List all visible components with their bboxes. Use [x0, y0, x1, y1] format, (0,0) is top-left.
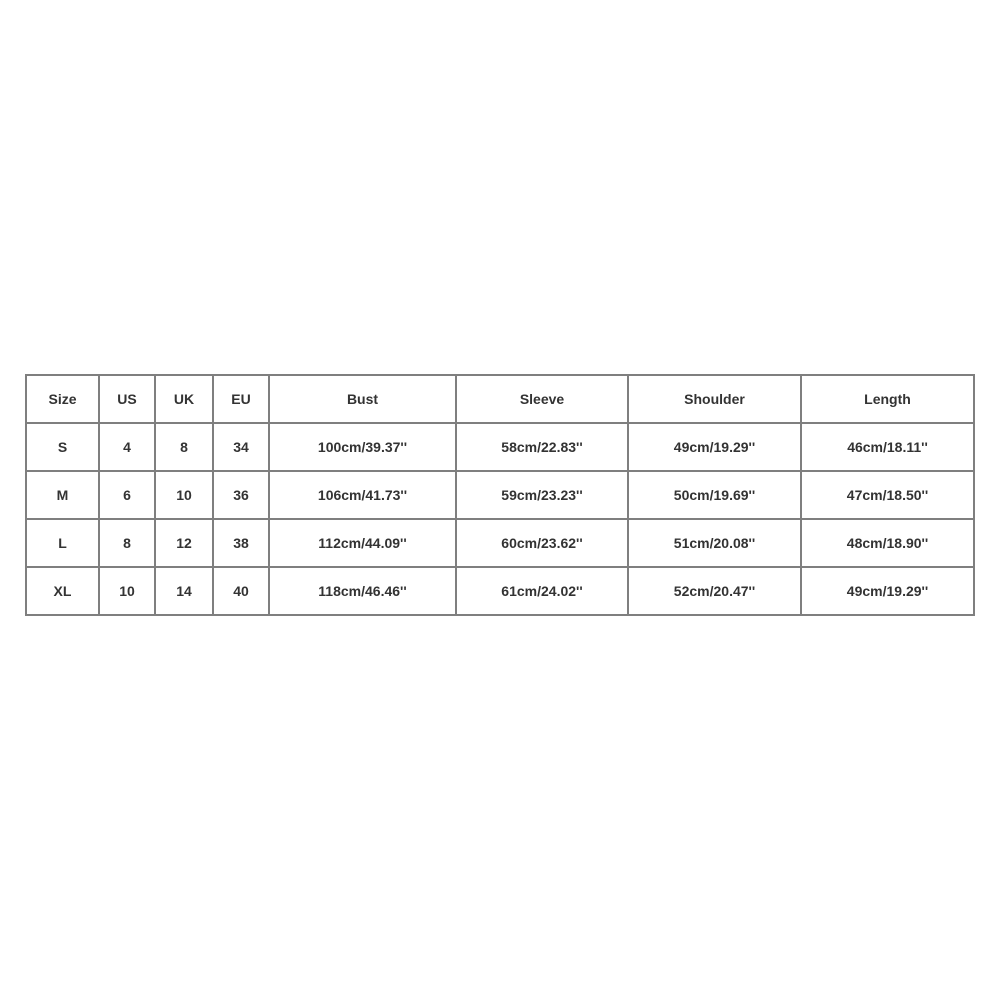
cell-bust: 106cm/41.73'' — [269, 471, 456, 519]
cell-us: 8 — [99, 519, 155, 567]
header-row — [26, 375, 974, 423]
cell-eu: 40 — [213, 567, 269, 615]
header-size: Size — [26, 375, 99, 423]
header-uk: UK — [155, 375, 213, 423]
cell-uk: 8 — [155, 423, 213, 471]
header-us: US — [99, 375, 155, 423]
header-shoulder: Shoulder — [628, 375, 801, 423]
cell-size: L — [26, 519, 99, 567]
cell-shoulder: 49cm/19.29'' — [628, 423, 801, 471]
cell-bust: 118cm/46.46'' — [269, 567, 456, 615]
cell-eu: 36 — [213, 471, 269, 519]
header-eu: EU — [213, 375, 269, 423]
cell-size: M — [26, 471, 99, 519]
cell-us: 10 — [99, 567, 155, 615]
size-chart-table — [25, 374, 975, 616]
cell-uk: 12 — [155, 519, 213, 567]
cell-shoulder: 52cm/20.47'' — [628, 567, 801, 615]
cell-size: S — [26, 423, 99, 471]
cell-eu: 38 — [213, 519, 269, 567]
cell-bust: 112cm/44.09'' — [269, 519, 456, 567]
cell-eu: 34 — [213, 423, 269, 471]
cell-sleeve: 61cm/24.02'' — [456, 567, 628, 615]
table-row — [26, 471, 974, 519]
cell-length: 47cm/18.50'' — [801, 471, 974, 519]
cell-sleeve: 58cm/22.83'' — [456, 423, 628, 471]
table-row — [26, 519, 974, 567]
cell-uk: 14 — [155, 567, 213, 615]
table-row — [26, 567, 974, 615]
cell-length: 48cm/18.90'' — [801, 519, 974, 567]
cell-uk: 10 — [155, 471, 213, 519]
cell-length: 49cm/19.29'' — [801, 567, 974, 615]
cell-sleeve: 59cm/23.23'' — [456, 471, 628, 519]
cell-bust: 100cm/39.37'' — [269, 423, 456, 471]
header-bust: Bust — [269, 375, 456, 423]
cell-us: 4 — [99, 423, 155, 471]
header-length: Length — [801, 375, 974, 423]
cell-length: 46cm/18.11'' — [801, 423, 974, 471]
cell-us: 6 — [99, 471, 155, 519]
cell-size: XL — [26, 567, 99, 615]
cell-shoulder: 51cm/20.08'' — [628, 519, 801, 567]
cell-shoulder: 50cm/19.69'' — [628, 471, 801, 519]
header-sleeve: Sleeve — [456, 375, 628, 423]
table-row — [26, 423, 974, 471]
cell-sleeve: 60cm/23.62'' — [456, 519, 628, 567]
